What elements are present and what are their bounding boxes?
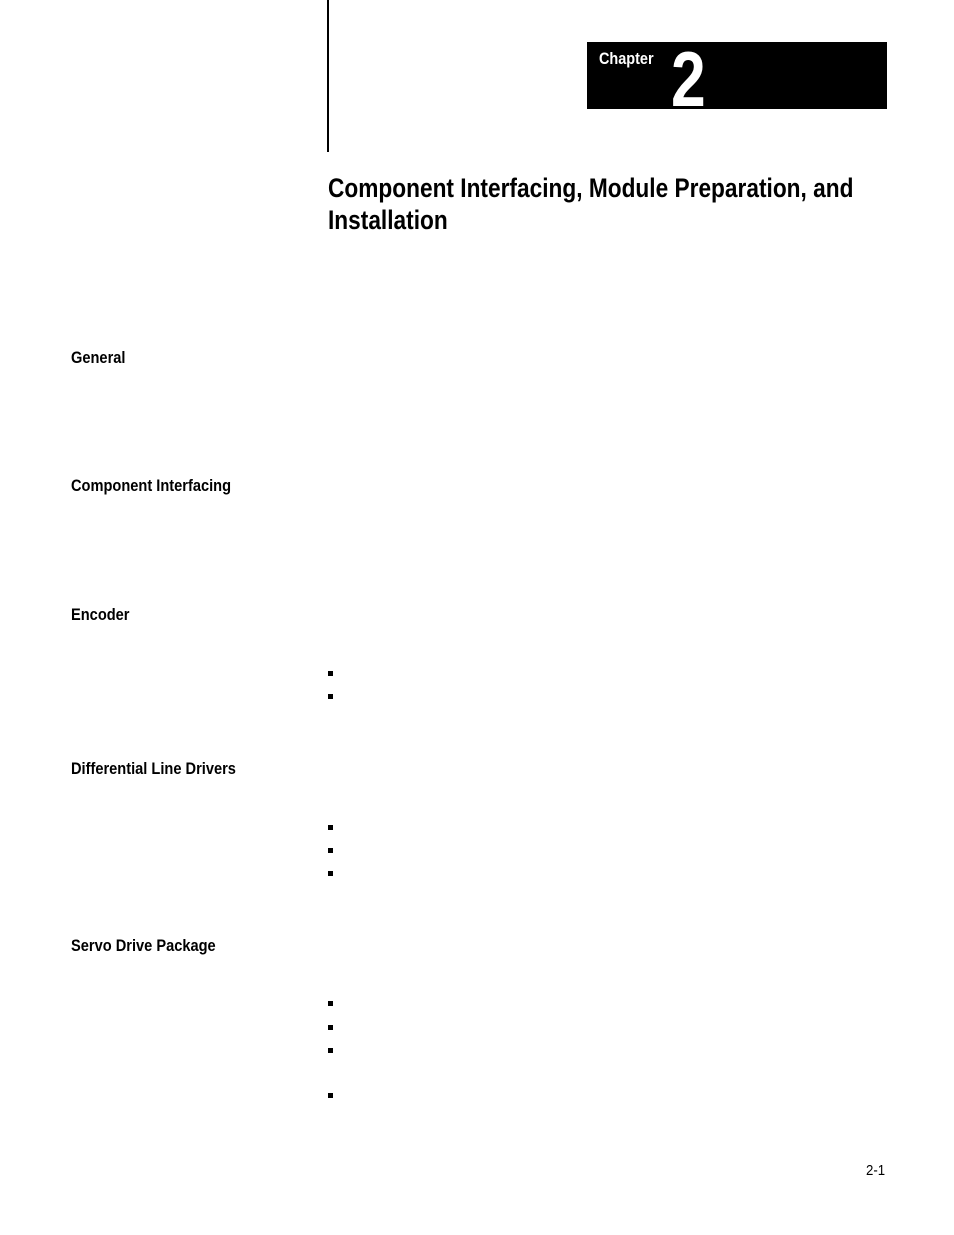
servo-drive-bullet-marker [328,1001,333,1006]
servo-drive-bullet-marker [328,1048,333,1053]
section-heading-component-interfacing: Component Interfacing [71,476,232,495]
section-heading-servo-drive-package: Servo Drive Package [71,936,216,955]
page-number: 2-1 [866,1162,886,1179]
line-drivers-bullet-marker [328,825,333,830]
section-heading-encoder: Encoder [71,605,130,624]
line-drivers-bullet-marker [328,848,333,853]
encoder-bullet-marker [328,671,333,676]
chapter-vertical-rule [327,0,329,152]
page-title: Component Interfacing, Module Preparation, and Installation [328,173,854,235]
line-drivers-bullet-marker [328,871,333,876]
servo-drive-bullet-marker [328,1025,333,1030]
chapter-banner [587,42,887,109]
section-heading-general: General [71,348,126,367]
chapter-label: Chapter [599,49,654,68]
section-heading-differential-line-drivers: Differential Line Drivers [71,759,236,778]
encoder-bullet-marker [328,694,333,699]
chapter-number: 2 [671,42,706,109]
servo-drive-bullet-marker [328,1093,333,1098]
